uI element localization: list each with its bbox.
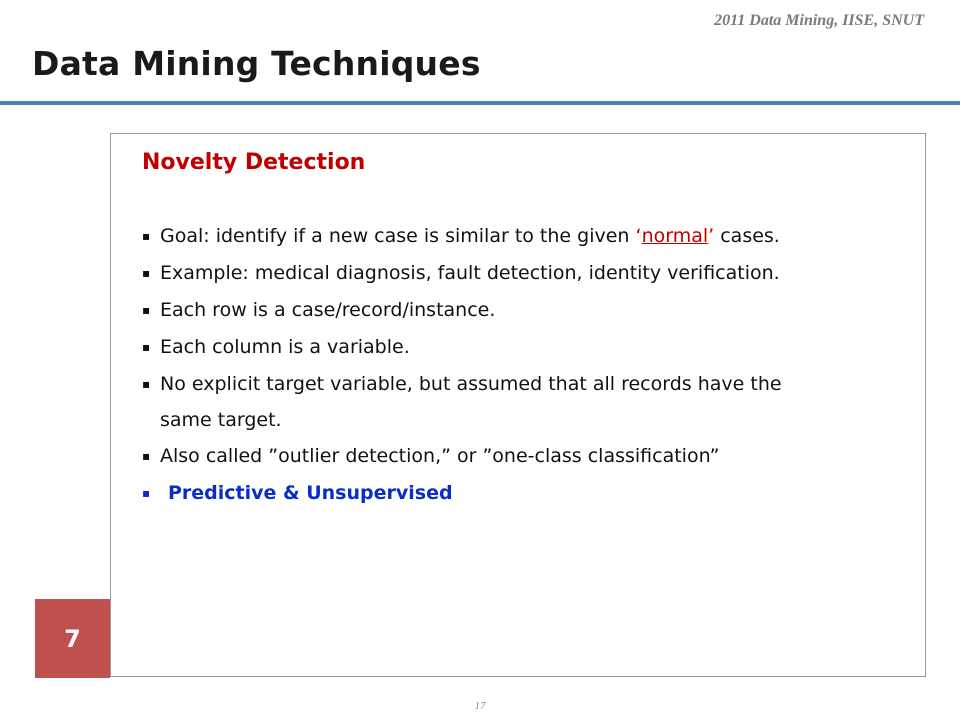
title-divider xyxy=(0,101,960,105)
bullet-icon: ▪ xyxy=(142,340,151,354)
bullet-text-line1: No explicit target variable, but assumed that all records have the xyxy=(160,373,782,395)
bullet-example xyxy=(142,255,882,292)
goal-text-pre: Goal: identify if a new case is similar to the given xyxy=(160,225,636,247)
slide-title: Data Mining Techniques xyxy=(32,44,481,83)
bullet-icon: ▪ xyxy=(142,303,151,317)
goal-text-post: cases. xyxy=(714,225,780,247)
bullet-text: Each row is a case/record/instance. xyxy=(160,299,496,321)
bullet-icon: ▪ xyxy=(142,449,151,463)
bullet-icon: ▪ xyxy=(142,486,151,500)
bullet-text: Also called ”outlier detection,” or ”one-class classification” xyxy=(160,445,720,467)
bullet-emphasis xyxy=(142,475,882,512)
bullet-text: Each column is a variable. xyxy=(160,336,410,358)
bullet-icon: ▪ xyxy=(142,266,151,280)
goal-keyword: normal xyxy=(641,225,709,247)
bullet-column xyxy=(142,329,882,366)
bullet-goal xyxy=(142,218,882,255)
emphasis-text: Predictive & Unsupervised xyxy=(168,482,453,504)
bullet-icon: ▪ xyxy=(142,229,151,243)
section-heading: Novelty Detection xyxy=(142,150,366,175)
bullet-list xyxy=(142,218,882,512)
course-header: 2011 Data Mining, IISE, SNUT xyxy=(714,12,924,29)
badge-label: 7 xyxy=(64,624,81,653)
bullet-no-target xyxy=(142,366,882,438)
bullet-text: Example: medical diagnosis, fault detection, identity verification. xyxy=(160,262,780,284)
bullet-also-called xyxy=(142,438,882,475)
goal-quote-close: ’ xyxy=(708,225,715,247)
goal-quote-open: ‘ xyxy=(635,225,642,247)
bullet-text-line2: same target. xyxy=(160,409,282,431)
bullet-icon: ▪ xyxy=(142,377,151,391)
page-number: 17 xyxy=(474,700,486,712)
slide-number-badge xyxy=(35,599,110,678)
bullet-row xyxy=(142,292,882,329)
